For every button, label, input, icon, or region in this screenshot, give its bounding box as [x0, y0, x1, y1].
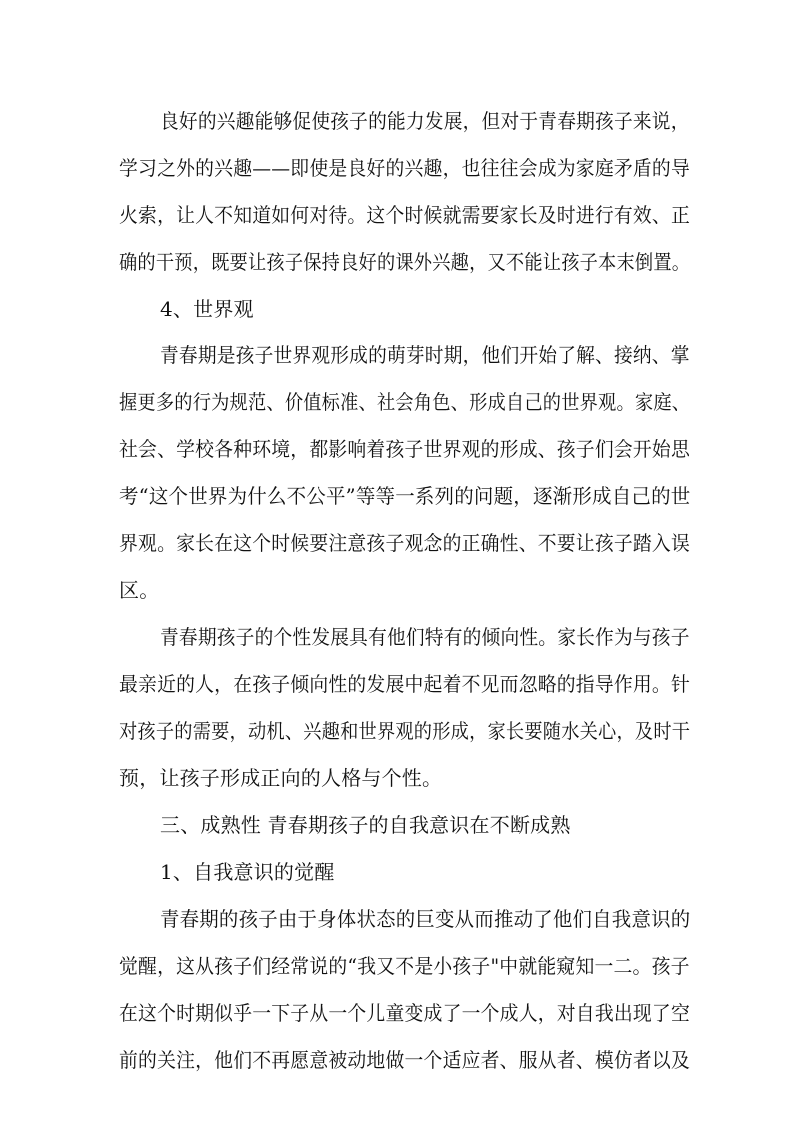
text-line: 青春期的孩子由于身体状态的巨变从而推动了他们自我意识的 [160, 907, 691, 931]
text-line: 最亲近的人，在孩子倾向性的发展中起着不见而忽略的指导作用。针 [119, 672, 690, 696]
text-line: 预，让孩子形成正向的人格与个性。 [119, 766, 443, 790]
text-line: 青春期是孩子世界观形成的萌芽时期，他们开始了解、接纳、掌 [160, 343, 690, 367]
text-line: 握更多的行为规范、价值标准、社会角色、形成自己的世界观。家庭、 [119, 390, 691, 414]
text-line: 觉醒，这从孩子们经常说的“我又不是小孩子"中就能窥知一二。孩子 [119, 954, 690, 978]
text-line: 青春期孩子的个性发展具有他们特有的倾向性。家长作为与孩子 [160, 625, 690, 649]
section-heading-worldview: 4、世界观 [160, 297, 254, 321]
text-line: 学习之外的兴趣——即使是良好的兴趣，也往往会成为家庭矛盾的导 [119, 156, 690, 180]
section-heading-maturity: 三、成熟性 青春期孩子的自我意识在不断成熟 [160, 813, 571, 837]
text-line: 社会、学校各种环境，都影响着孩子世界观的形成、孩子们会开始思 [119, 437, 690, 461]
text-line: 良好的兴趣能够促使孩子的能力发展，但对于青春期孩子来说， [160, 109, 690, 133]
text-line: 火索，让人不知道如何对待。这个时候就需要家长及时进行有效、正 [119, 203, 690, 227]
text-line: 对孩子的需要，动机、兴趣和世界观的形成，家长要随水关心，及时干 [119, 719, 691, 743]
text-line: 界观。家长在这个时候要注意孩子观念的正确性、不要让孩子踏入误 [119, 531, 690, 555]
text-line: 考“这个世界为什么不公平”等等一系列的问题，逐渐形成自己的世 [119, 484, 691, 508]
text-line: 区。 [119, 578, 160, 602]
text-line: 确的干预，既要让孩子保持良好的课外兴趣，又不能让孩子本末倒置。 [119, 250, 691, 274]
subsection-heading-self-awareness: 1、自我意识的觉醒 [160, 860, 335, 884]
text-line: 前的关注，他们不再愿意被动地做一个适应者、服从者、模仿者以及 [119, 1048, 690, 1072]
text-line: 在这个时期似乎一下子从一个儿童变成了一个成人，对自我出现了空 [119, 1001, 690, 1025]
